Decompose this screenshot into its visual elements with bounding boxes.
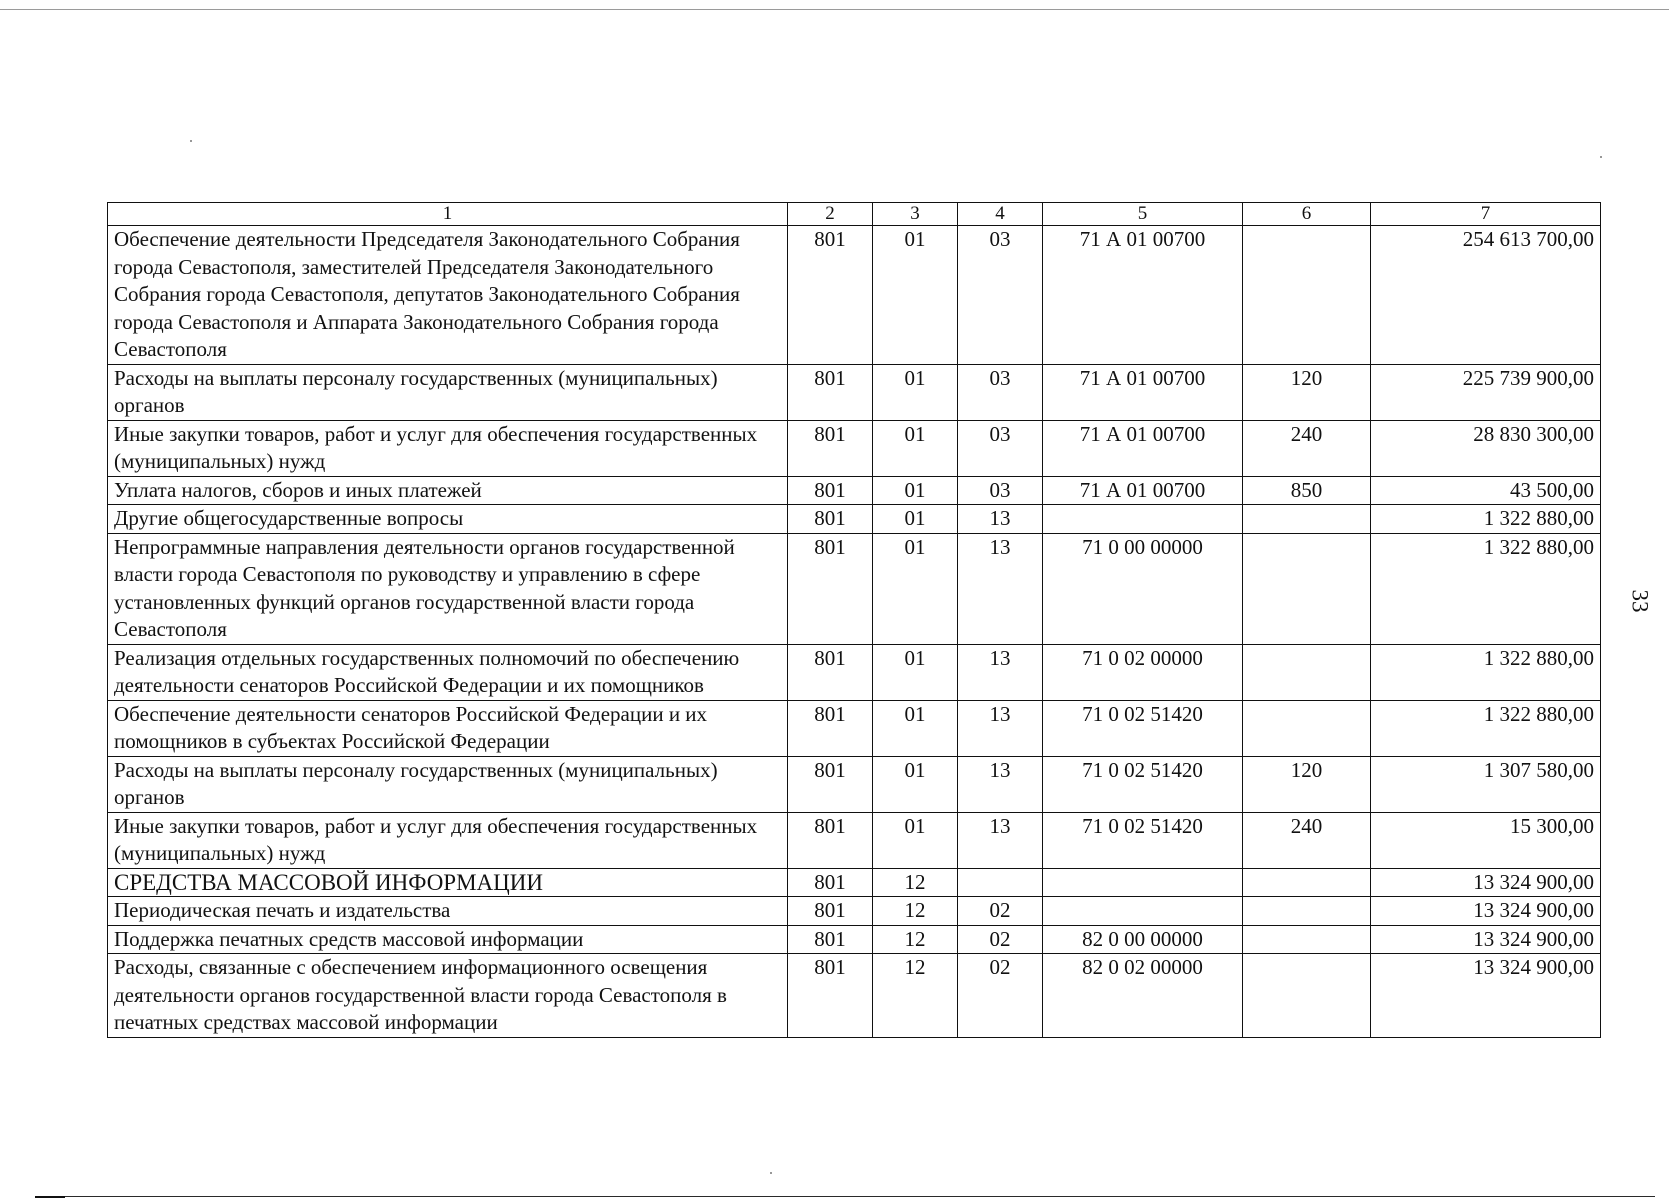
department-code-cell: 801 — [788, 476, 873, 505]
column-number-row — [108, 203, 1601, 226]
scan-speck — [190, 140, 192, 142]
subsection-code-cell: 13 — [958, 644, 1043, 700]
subsection-code-cell: 13 — [958, 812, 1043, 868]
department-code-cell: 801 — [788, 226, 873, 365]
section-code-cell: 01 — [873, 756, 958, 812]
expense-name-cell: Иные закупки товаров, работ и услуг для обеспечения государственных (муниципальных) нужд — [108, 812, 788, 868]
department-code-cell: 801 — [788, 897, 873, 926]
amount-cell: 254 613 700,00 — [1371, 226, 1601, 365]
column-header: 1 — [108, 203, 788, 226]
section-code-cell: 01 — [873, 533, 958, 644]
amount-cell: 1 307 580,00 — [1371, 756, 1601, 812]
scan-edge-bottom — [35, 1196, 1655, 1197]
table-row — [108, 897, 1601, 926]
amount-cell: 43 500,00 — [1371, 476, 1601, 505]
column-header: 2 — [788, 203, 873, 226]
column-header: 6 — [1243, 203, 1371, 226]
table-row — [108, 644, 1601, 700]
department-code-cell: 801 — [788, 533, 873, 644]
target-article-cell: 82 0 00 00000 — [1043, 925, 1243, 954]
expense-name-cell: Реализация отдельных государственных полномочий по обеспечению деятельности сенаторов Российской Федерации и их помощников — [108, 644, 788, 700]
table-row — [108, 420, 1601, 476]
table-row — [108, 756, 1601, 812]
expense-name-cell: Расходы на выплаты персоналу государственных (муниципальных) органов — [108, 756, 788, 812]
scan-speck — [770, 1172, 772, 1174]
subsection-code-cell: 03 — [958, 476, 1043, 505]
expense-type-cell — [1243, 644, 1371, 700]
table-row — [108, 364, 1601, 420]
department-code-cell: 801 — [788, 700, 873, 756]
amount-cell: 13 324 900,00 — [1371, 868, 1601, 897]
table-row — [108, 533, 1601, 644]
section-code-cell: 01 — [873, 505, 958, 534]
subsection-code-cell: 03 — [958, 420, 1043, 476]
target-article-cell: 71 0 02 51420 — [1043, 700, 1243, 756]
expense-type-cell: 240 — [1243, 812, 1371, 868]
scan-edge-bottom-mark — [35, 1196, 65, 1198]
amount-cell: 28 830 300,00 — [1371, 420, 1601, 476]
amount-cell: 1 322 880,00 — [1371, 505, 1601, 534]
scan-edge-top — [0, 9, 1669, 10]
section-code-cell: 01 — [873, 364, 958, 420]
table-row — [108, 505, 1601, 534]
target-article-cell: 71 А 01 00700 — [1043, 420, 1243, 476]
target-article-cell — [1043, 868, 1243, 897]
department-code-cell: 801 — [788, 644, 873, 700]
expense-type-cell — [1243, 505, 1371, 534]
amount-cell: 13 324 900,00 — [1371, 954, 1601, 1038]
scan-speck — [1600, 156, 1602, 158]
expense-name-cell: Иные закупки товаров, работ и услуг для обеспечения государственных (муниципальных) нужд — [108, 420, 788, 476]
expense-type-cell — [1243, 700, 1371, 756]
expense-name-cell: Обеспечение деятельности Председателя Законодательного Собрания города Севастополя, заместителей Председателя Законодательного Собрания города Севастополя, депутатов Законодательного Собрания города Севастополя и Аппарата Законодательного Собрания города Севастополя — [108, 226, 788, 365]
target-article-cell: 71 А 01 00700 — [1043, 226, 1243, 365]
target-article-cell: 71 0 02 51420 — [1043, 812, 1243, 868]
table-header — [108, 203, 1601, 226]
subsection-code-cell: 13 — [958, 756, 1043, 812]
section-code-cell: 12 — [873, 897, 958, 926]
subsection-code-cell: 13 — [958, 700, 1043, 756]
subsection-code-cell: 03 — [958, 226, 1043, 365]
expense-name-cell: Расходы на выплаты персоналу государственных (муниципальных) органов — [108, 364, 788, 420]
section-code-cell: 12 — [873, 868, 958, 897]
section-code-cell: 01 — [873, 420, 958, 476]
section-code-cell: 01 — [873, 476, 958, 505]
amount-cell: 13 324 900,00 — [1371, 897, 1601, 926]
target-article-cell — [1043, 897, 1243, 926]
expense-name-cell: СРЕДСТВА МАССОВОЙ ИНФОРМАЦИИ — [108, 868, 788, 897]
expense-type-cell: 850 — [1243, 476, 1371, 505]
section-code-cell: 12 — [873, 925, 958, 954]
department-code-cell: 801 — [788, 812, 873, 868]
column-header: 4 — [958, 203, 1043, 226]
subsection-code-cell: 02 — [958, 954, 1043, 1038]
department-code-cell: 801 — [788, 505, 873, 534]
department-code-cell: 801 — [788, 364, 873, 420]
column-header: 7 — [1371, 203, 1601, 226]
expense-type-cell — [1243, 533, 1371, 644]
expense-name-cell: Уплата налогов, сборов и иных платежей — [108, 476, 788, 505]
target-article-cell: 71 А 01 00700 — [1043, 476, 1243, 505]
target-article-cell — [1043, 505, 1243, 534]
table-row — [108, 476, 1601, 505]
expense-name-cell: Периодическая печать и издательства — [108, 897, 788, 926]
expense-type-cell — [1243, 868, 1371, 897]
target-article-cell: 71 А 01 00700 — [1043, 364, 1243, 420]
amount-cell: 1 322 880,00 — [1371, 533, 1601, 644]
target-article-cell: 71 0 02 51420 — [1043, 756, 1243, 812]
table-row — [108, 812, 1601, 868]
expense-name-cell: Обеспечение деятельности сенаторов Российской Федерации и их помощников в субъектах Российской Федерации — [108, 700, 788, 756]
expense-type-cell — [1243, 226, 1371, 365]
table-row — [108, 226, 1601, 365]
subsection-code-cell: 03 — [958, 364, 1043, 420]
table-row — [108, 954, 1601, 1038]
table-row — [108, 700, 1601, 756]
department-code-cell: 801 — [788, 954, 873, 1038]
subsection-code-cell: 13 — [958, 505, 1043, 534]
section-code-cell: 01 — [873, 644, 958, 700]
subsection-code-cell: 02 — [958, 897, 1043, 926]
department-code-cell: 801 — [788, 420, 873, 476]
amount-cell: 225 739 900,00 — [1371, 364, 1601, 420]
amount-cell: 1 322 880,00 — [1371, 644, 1601, 700]
subsection-code-cell: 13 — [958, 533, 1043, 644]
subsection-code-cell: 02 — [958, 925, 1043, 954]
expense-type-cell — [1243, 954, 1371, 1038]
target-article-cell: 71 0 02 00000 — [1043, 644, 1243, 700]
target-article-cell: 71 0 00 00000 — [1043, 533, 1243, 644]
table-body — [108, 226, 1601, 1038]
target-article-cell: 82 0 02 00000 — [1043, 954, 1243, 1038]
section-code-cell: 12 — [873, 954, 958, 1038]
amount-cell: 13 324 900,00 — [1371, 925, 1601, 954]
expense-type-cell — [1243, 897, 1371, 926]
page-number: 33 — [1627, 589, 1653, 613]
budget-table — [107, 202, 1601, 1038]
section-code-cell: 01 — [873, 226, 958, 365]
department-code-cell: 801 — [788, 868, 873, 897]
column-header: 5 — [1043, 203, 1243, 226]
amount-cell: 15 300,00 — [1371, 812, 1601, 868]
section-code-cell: 01 — [873, 700, 958, 756]
table-row — [108, 868, 1601, 897]
column-header: 3 — [873, 203, 958, 226]
expense-type-cell: 120 — [1243, 756, 1371, 812]
expense-type-cell: 240 — [1243, 420, 1371, 476]
expense-name-cell: Другие общегосударственные вопросы — [108, 505, 788, 534]
amount-cell: 1 322 880,00 — [1371, 700, 1601, 756]
expense-name-cell: Расходы, связанные с обеспечением информационного освещения деятельности органов государственной власти города Севастополя в печатных средствах массовой информации — [108, 954, 788, 1038]
expense-type-cell: 120 — [1243, 364, 1371, 420]
expense-type-cell — [1243, 925, 1371, 954]
department-code-cell: 801 — [788, 925, 873, 954]
section-code-cell: 01 — [873, 812, 958, 868]
expense-name-cell: Непрограммные направления деятельности органов государственной власти города Севастополя по руководству и управлению в сфере установленных функций органов государственной власти города Севастополя — [108, 533, 788, 644]
table-row — [108, 925, 1601, 954]
expense-name-cell: Поддержка печатных средств массовой информации — [108, 925, 788, 954]
subsection-code-cell — [958, 868, 1043, 897]
department-code-cell: 801 — [788, 756, 873, 812]
